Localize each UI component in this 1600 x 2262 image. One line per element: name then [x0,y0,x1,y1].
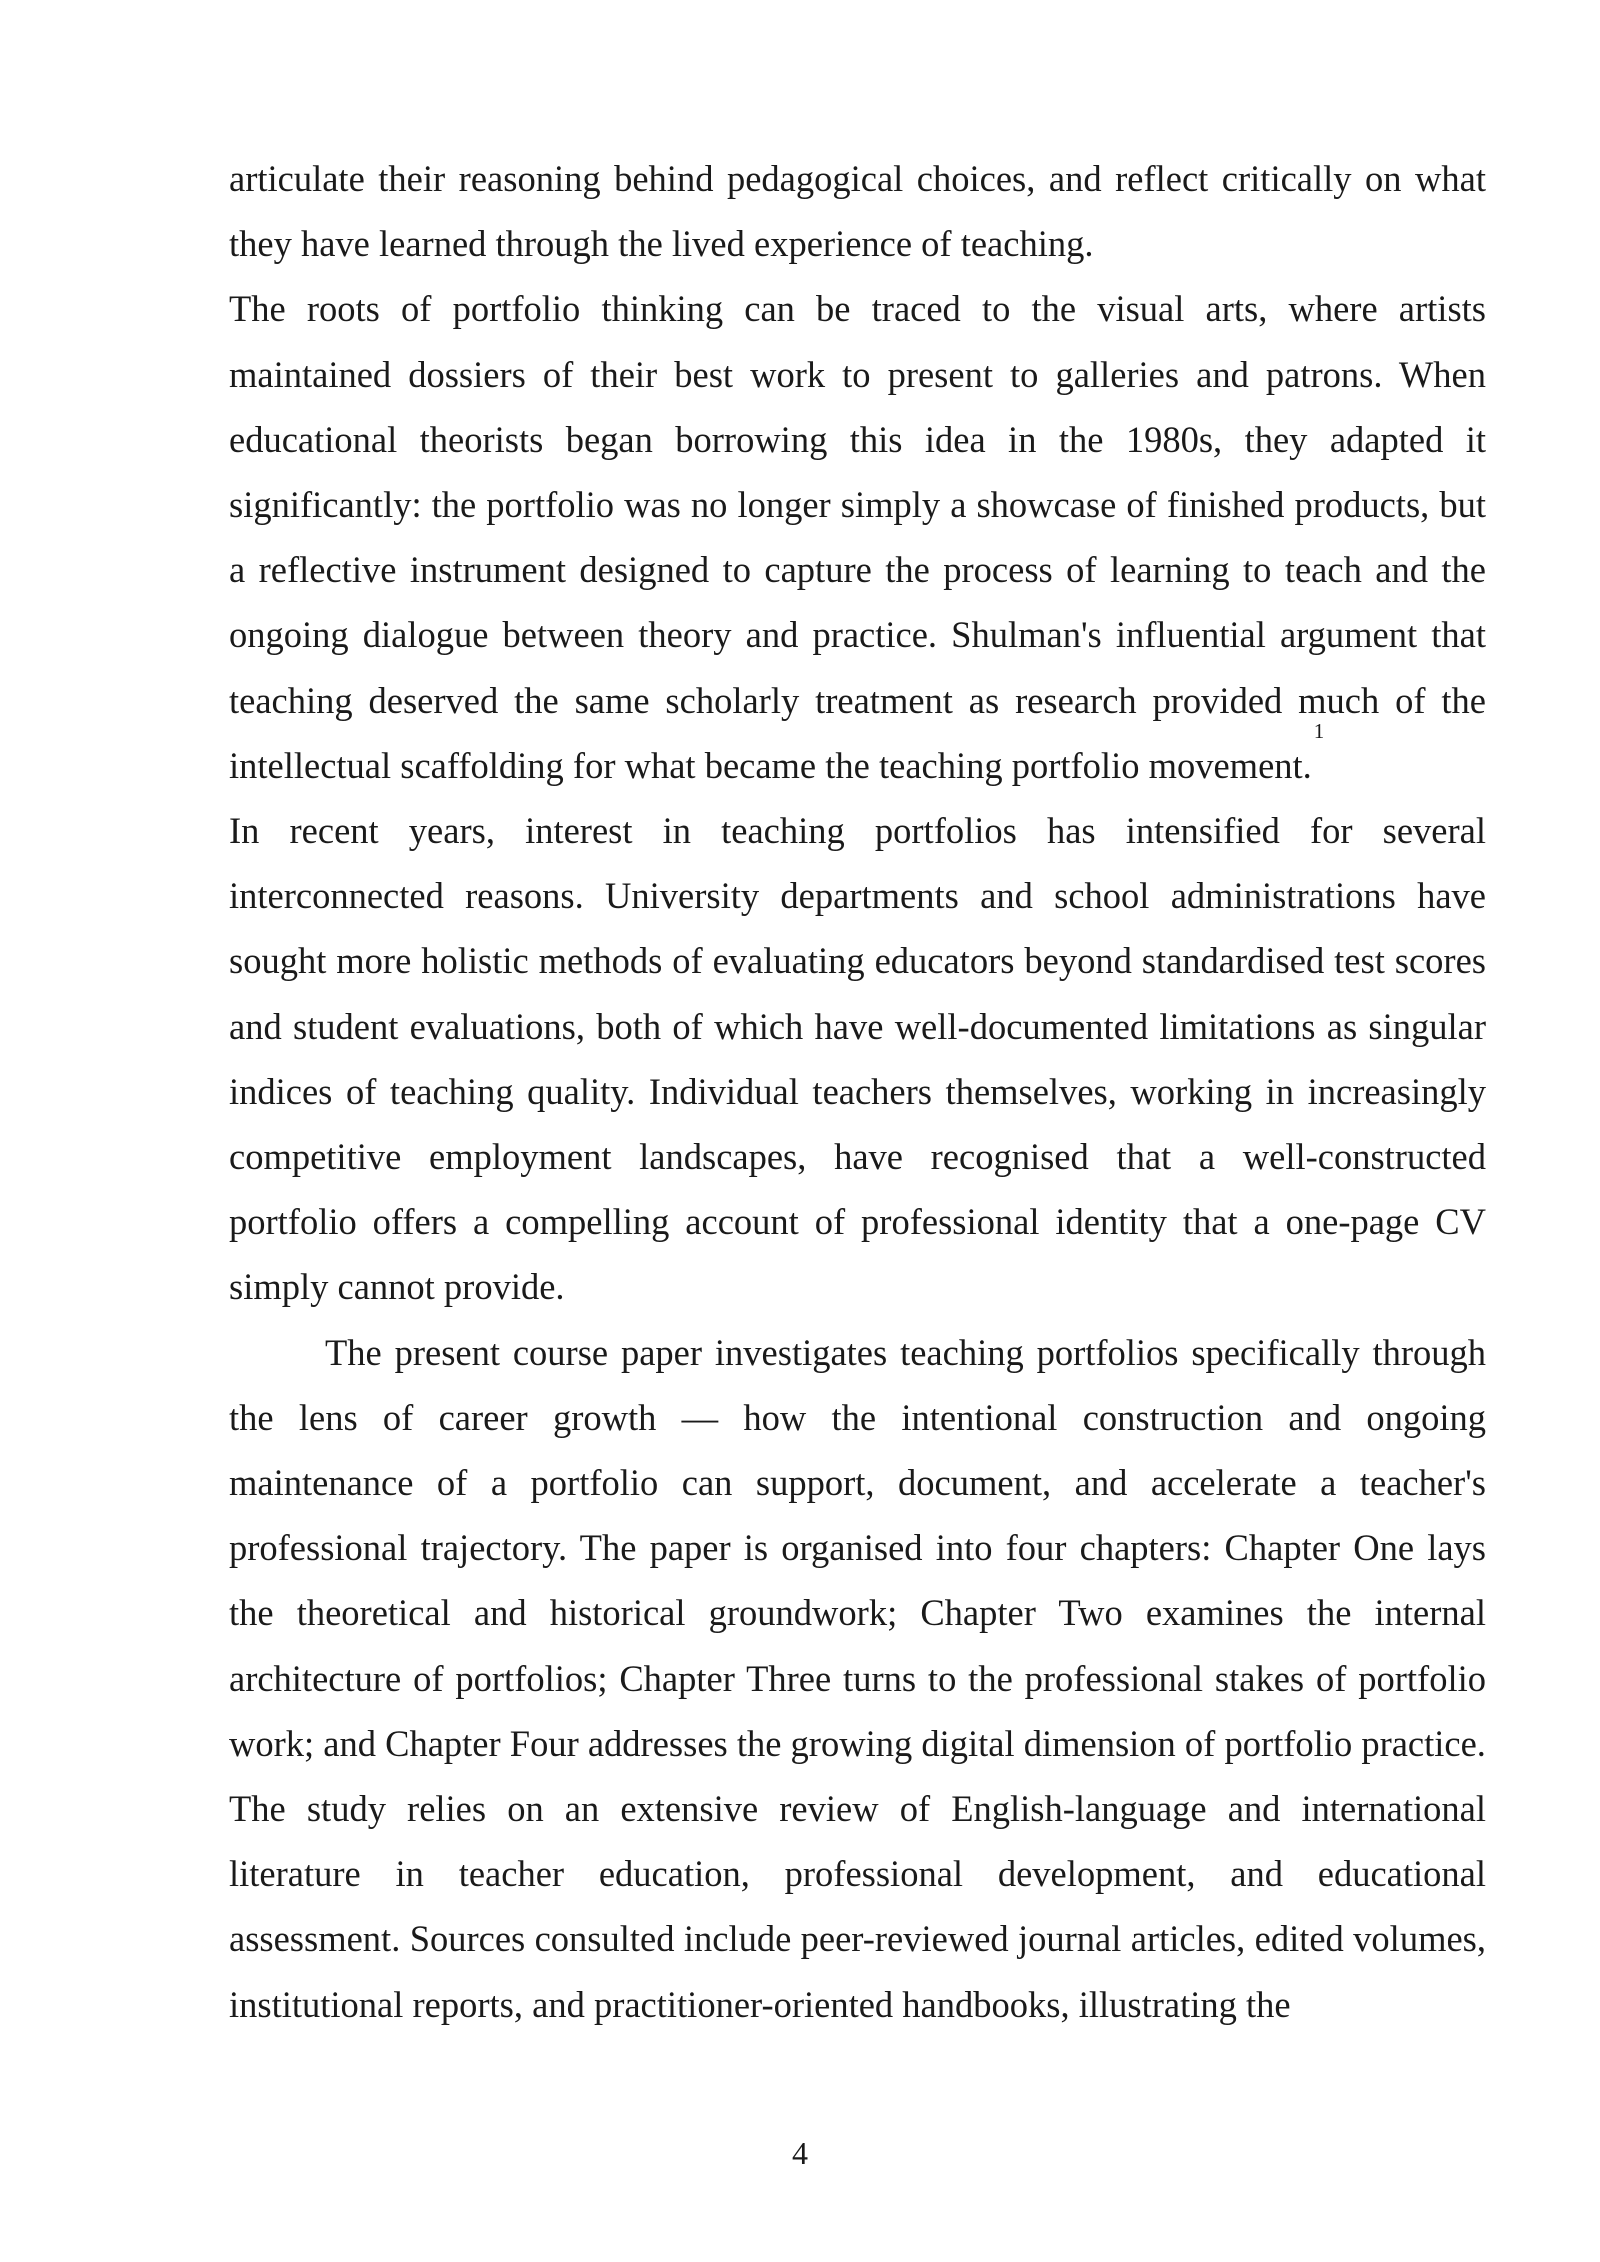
body-text [229,146,1486,2037]
page-number: 4 [792,2135,808,2171]
paragraph-4-text: The present course paper investigates teaching portfolios specifically through the lens of career growth — how the intentional construction and ongoing maintenance of a portfolio can support, document, and accelerate a teacher's professional trajectory. The paper is organised into four chapters: Chapter One lays the theoretical and historical groundwork; Chapter Two examines the internal architecture of portfolios; Chapter Three turns to the professional stakes of portfolio work; and Chapter Four addresses the growing digital dimension of portfolio practice. [229,1331,1486,1764]
paragraph-3 [229,798,1486,1320]
paragraph-5 [229,1776,1486,2037]
paragraph-2-text: The roots of portfolio thinking can be traced to the visual arts, where artists maintained dossiers of their best work to present to galleries and patrons. When educational theorists began borrowing this idea in the 1980s, they adapted it significantly: the portfolio was no longer simply a showcase of finished products, but a reflective instrument designed to capture the process of learning to teach and the ongoing dialogue between theory and practice. Shulman's influential argument that teaching deserved the same scholarly treatment as research provided much of the intellectual scaffolding for what became the teaching portfolio movement. [229,288,1486,786]
paragraph-3-text: In recent years, interest in teaching portfolios has intensified for several interconnected reasons. University departments and school administrations have sought more holistic methods of evaluating educators beyond standardised test scores and student evaluations, both of which have well-documented limitations as singular indices of teaching quality. Individual teachers themselves, working in increasingly competitive employment landscapes, have recognised that a well-constructed portfolio offers a compelling account of professional identity that a one-page CV simply cannot provide. [229,810,1486,1308]
footnote-reference[interactable]: 1 [1313,718,1325,743]
paragraph-1-text: articulate their reasoning behind pedagogical choices, and reflect critically on what they have learned through the lived experience of teaching. [229,158,1486,265]
paragraph-4 [229,1320,1486,1776]
paragraph-5-text: The study relies on an extensive review of English-language and international literature in teacher education, professional development, and educational assessment. Sources consulted include peer-reviewed journal articles, edited volumes, institutional reports, and practitioner-oriented handbooks, illustrating the [229,1788,1486,2025]
paragraph-1 [229,146,1486,276]
paragraph-2 [229,276,1486,798]
